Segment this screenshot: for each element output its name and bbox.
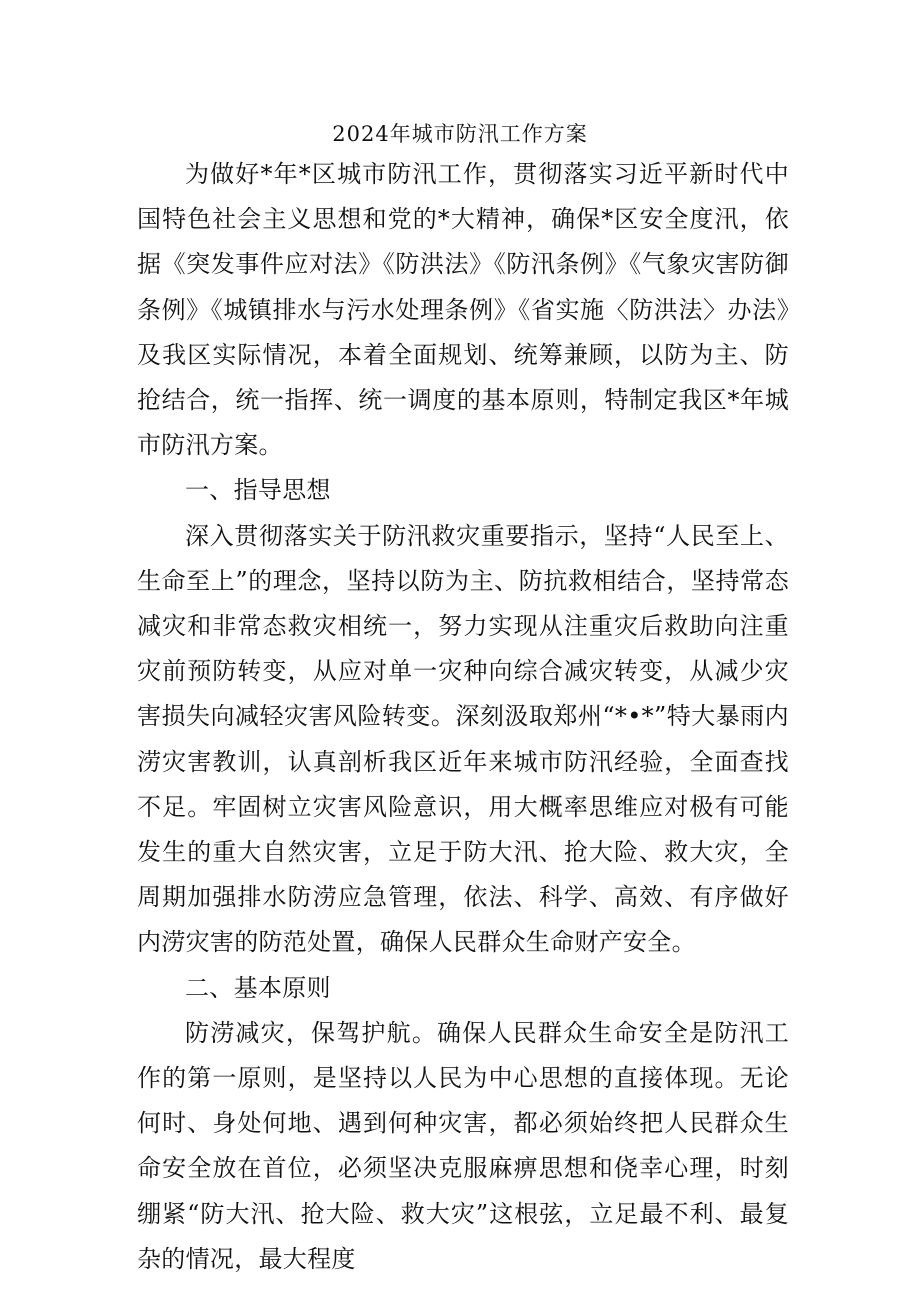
section-heading-guiding-ideology: 一、指导思想 (185, 476, 331, 505)
intro-paragraph: 为做好*年*区城市防汛工作，贯彻落实习近平新时代中国特色社会主义思想和党的*大精神，确保*区安全度汛，依据《突发事件应对法》《防洪法》《防汛条例》《气象灾害防御条例》《城镇排水与污水处理条例》《省实施〈防洪法〉办法》及我区实际情况，本着全面规划、统筹兼顾，以防为主、防抢结合，统一指挥、统一调度的基本原则，特制定我区*年城市防汛方案。 (137, 160, 789, 460)
guiding-ideology-paragraph: 深入贯彻落实关于防汛救灾重要指示，坚持“人民至上、生命至上”的理念，坚持以防为主、防抗救相结合，坚持常态减灾和非常态救灾相统一，努力实现从注重灾后救助向注重灾前预防转变，从应对单一灾种向综合减灾转变，从减少灾害损失向减轻灾害风险转变。深刻汲取郑州“*•*”特大暴雨内涝灾害教训，认真剖析我区近年来城市防汛经验，全面查找不足。牢固树立灾害风险意识，用大概率思维应对极有可能发生的重大自然灾害，立足于防大汛、抢大险、救大灾，全周期加强排水防涝应急管理，依法、科学、高效、有序做好内涝灾害的防范处置，确保人民群众生命财产安全。 (137, 521, 789, 957)
document-body (137, 152, 789, 1282)
document-title: 2024年城市防汛工作方案 (332, 122, 588, 146)
section-heading-basic-principles: 二、基本原则 (185, 973, 331, 1002)
basic-principles-paragraph: 防涝减灾，保驾护航。确保人民群众生命安全是防汛工作的第一原则，是坚持以人民为中心思想的直接体现。无论何时、身处何地、遇到何种灾害，都必须始终把人民群众生命安全放在首位，必须坚决克服麻痹思想和侥幸心理，时刻绷紧“防大汛、抢大险、救大灾”这根弦，立足最不利、最复杂的情况，最大程度 (137, 1018, 789, 1273)
